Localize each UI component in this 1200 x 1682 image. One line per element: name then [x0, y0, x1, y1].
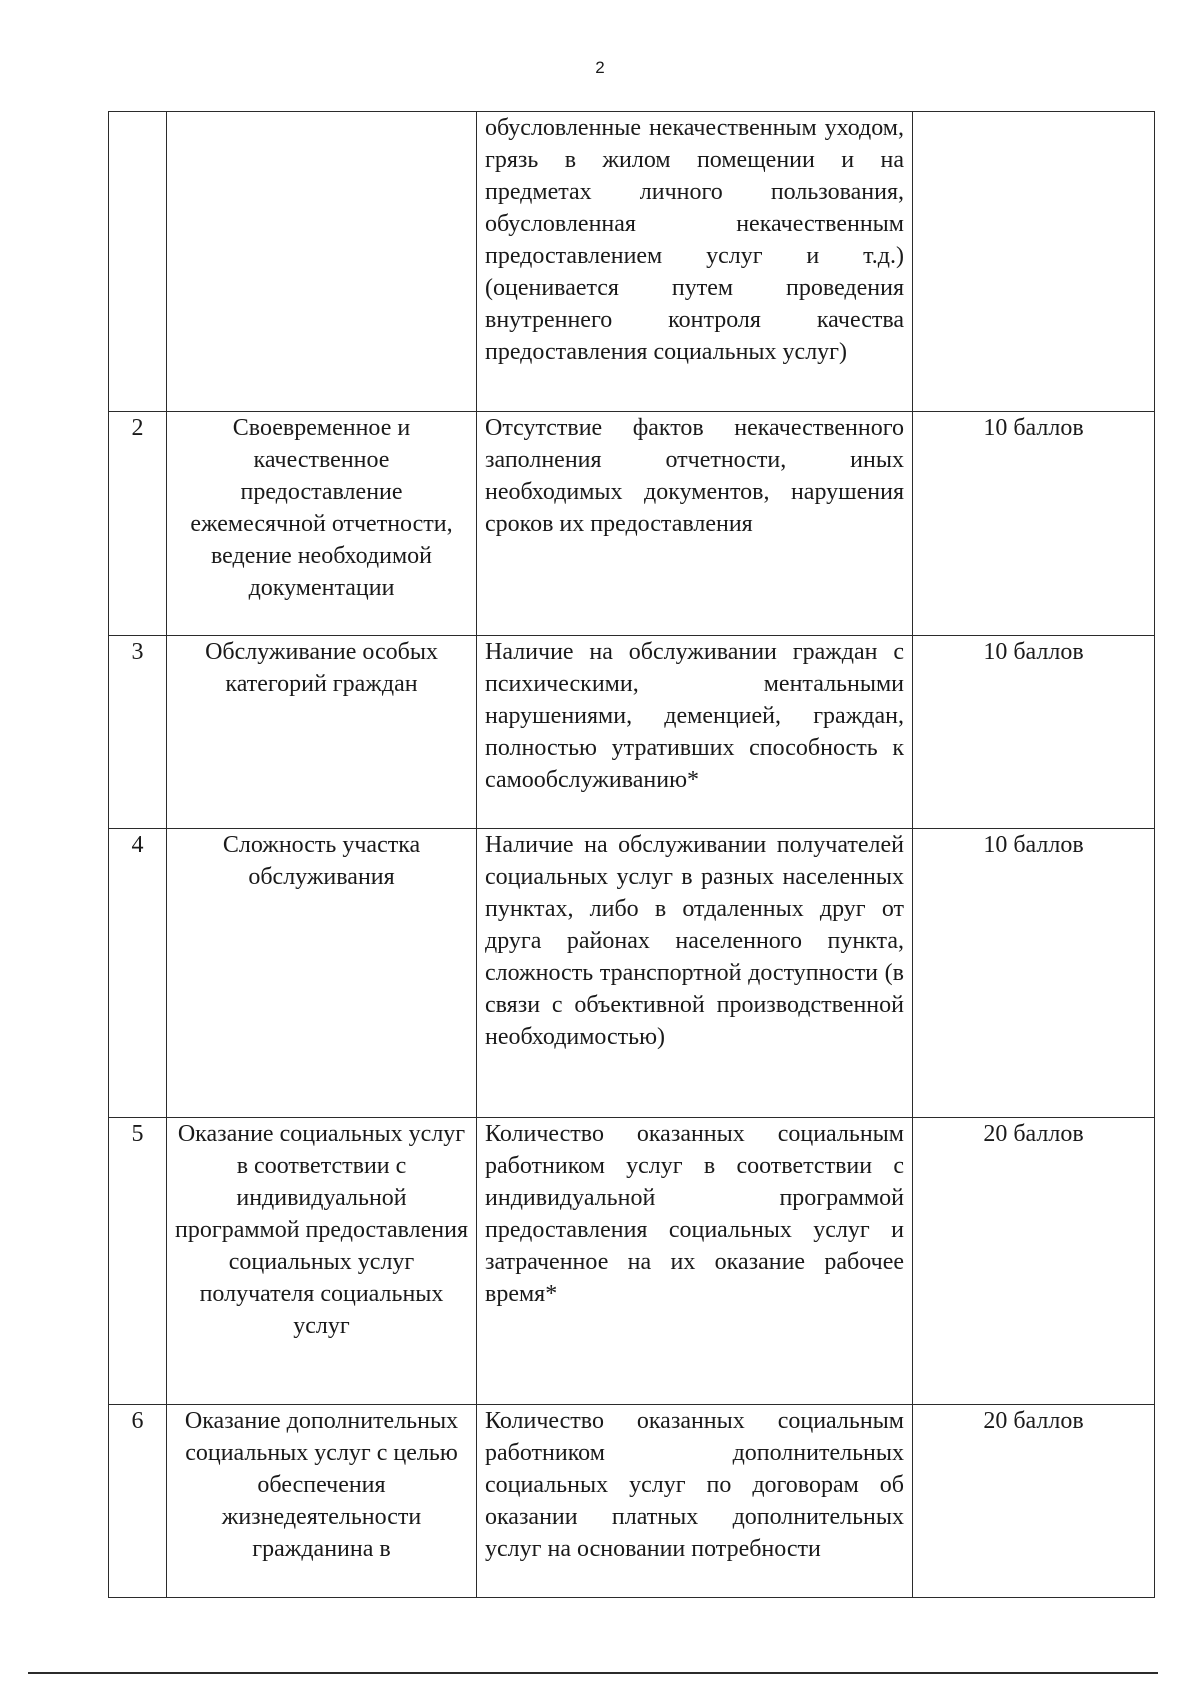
- table-row: [109, 636, 1155, 829]
- criterion-name: Обслуживание особых категорий граждан: [167, 636, 477, 829]
- criterion-score: 10 баллов: [913, 412, 1155, 636]
- row-number: 5: [109, 1118, 167, 1405]
- criterion-description: обусловленные некачественным уходом, грязь в жилом помещении и на предметах личного пользования, обусловленная некачественным предоставлением услуг и т.д.) (оценивается путем проведения внутреннего контроля качества предоставления социальных услуг): [477, 112, 913, 412]
- criterion-description: Наличие на обслуживании граждан с психическими, ментальными нарушениями, деменцией, граждан, полностью утративших способность к самообслуживанию*: [477, 636, 913, 829]
- criterion-description: Отсутствие фактов некачественного заполнения отчетности, иных необходимых документов, нарушения сроков их предоставления: [477, 412, 913, 636]
- criterion-score: [913, 112, 1155, 412]
- criterion-name: [167, 112, 477, 412]
- table-row: [109, 112, 1155, 412]
- criterion-score: 10 баллов: [913, 829, 1155, 1118]
- page-number: 2: [595, 58, 605, 77]
- row-number: 2: [109, 412, 167, 636]
- criterion-score: 10 баллов: [913, 636, 1155, 829]
- criterion-description: Количество оказанных социальным работником дополнительных социальных услуг по договорам об оказании платных дополнительных услуг на основании потребности: [477, 1405, 913, 1598]
- criterion-score: 20 баллов: [913, 1118, 1155, 1405]
- page-bottom-rule: [28, 1672, 1158, 1674]
- criteria-table: [108, 111, 1155, 1598]
- criterion-name: Оказание дополнительных социальных услуг с целью обеспечения жизнедеятельности гражданина в: [167, 1405, 477, 1598]
- row-number: 4: [109, 829, 167, 1118]
- table-row: [109, 1118, 1155, 1405]
- criterion-description: Количество оказанных социальным работником услуг в соответствии с индивидуальной программой предоставления социальных услуг и затраченное на их оказание рабочее время*: [477, 1118, 913, 1405]
- table-row: [109, 412, 1155, 636]
- criterion-score: 20 баллов: [913, 1405, 1155, 1598]
- row-number: 3: [109, 636, 167, 829]
- row-number: 6: [109, 1405, 167, 1598]
- criterion-name: Оказание социальных услуг в соответствии с индивидуальной программой предоставления социальных услуг получателя социальных услуг: [167, 1118, 477, 1405]
- row-number: [109, 112, 167, 412]
- criterion-name: Сложность участка обслуживания: [167, 829, 477, 1118]
- criterion-description: Наличие на обслуживании получателей социальных услуг в разных населенных пунктах, либо в отдаленных друг от друга районах населенного пункта, сложность транспортной доступности (в связи с объективной производственной необходимостью): [477, 829, 913, 1118]
- table-row: [109, 829, 1155, 1118]
- table-row: [109, 1405, 1155, 1598]
- criterion-name: Своевременное и качественное предоставление ежемесячной отчетности, ведение необходимой документации: [167, 412, 477, 636]
